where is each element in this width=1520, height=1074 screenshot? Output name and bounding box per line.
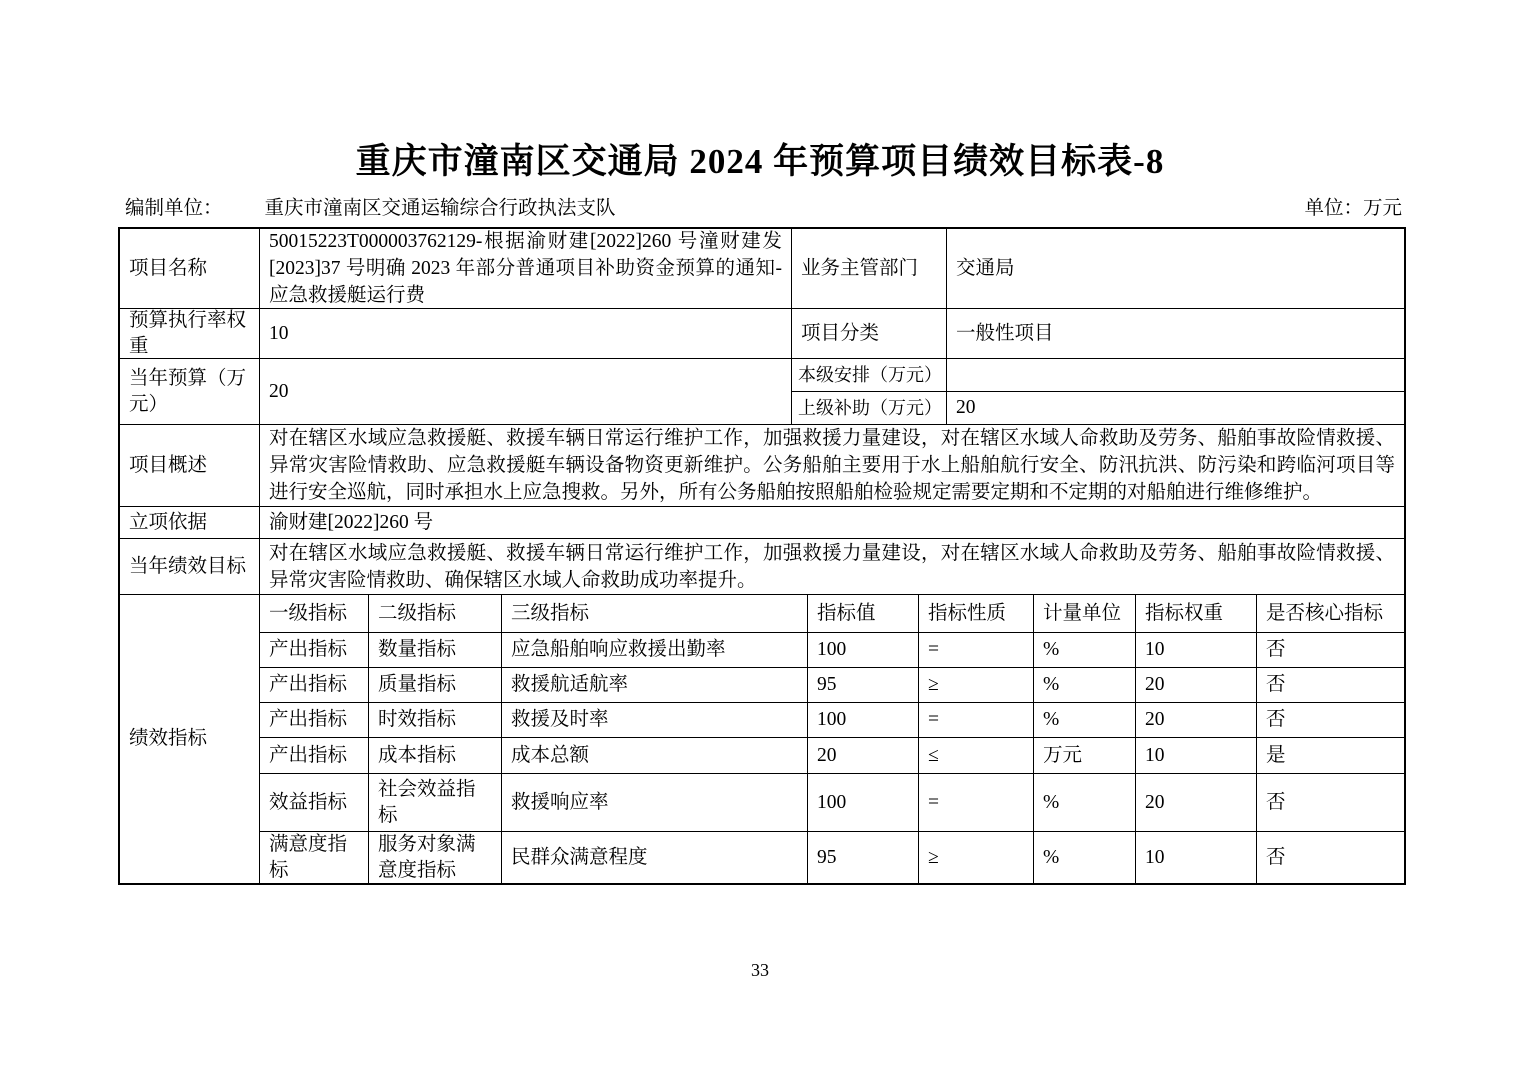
indicator-cell: 20	[1136, 774, 1257, 831]
performance-target-table	[118, 227, 1406, 885]
indicator-cell: 数量指标	[369, 633, 502, 667]
dept-label: 业务主管部门	[792, 229, 947, 308]
indicator-cell: 成本指标	[369, 738, 502, 773]
prepared-by-value: 重庆市潼南区交通运输综合行政执法支队	[264, 198, 616, 219]
indicator-cell: 救援航适航率	[502, 668, 808, 702]
basis-label: 立项依据	[120, 507, 260, 538]
indicator-cell: 救援及时率	[502, 703, 808, 737]
indicator-cell: 100	[808, 703, 919, 737]
indicator-cell: 产出指标	[260, 738, 369, 773]
indicator-cell: 社会效益指标	[369, 774, 502, 831]
indicator-cell: 100	[808, 633, 919, 667]
overview-label: 项目概述	[120, 425, 260, 506]
indicator-cell: %	[1034, 633, 1136, 667]
indicator-cell: 是	[1266, 744, 1286, 766]
indicator-cell: %	[1034, 774, 1136, 831]
indicator-cell: ≥	[919, 668, 1034, 702]
category-value: 一般性项目	[956, 322, 1054, 344]
indicator-row	[260, 832, 1404, 883]
indicator-row	[260, 668, 1404, 703]
dept-value: 交通局	[956, 257, 1015, 279]
exec-weight-label: 预算执行率权重	[120, 309, 260, 358]
indicator-cell: =	[919, 633, 1034, 667]
indicator-row	[260, 774, 1404, 832]
indicator-cell: 20	[1136, 668, 1257, 702]
project-name-value: 50015223T000003762129-根据渝财建[2022]260 号潼财建发[2023]37 号明确 2023 年部分普通项目补助资金预算的通知-应急救援艇运行费	[260, 229, 792, 308]
row-local-fund	[792, 359, 1404, 392]
indicators-section-label: 绩效指标	[120, 595, 260, 883]
indicator-header-cell: 指标权重	[1136, 595, 1257, 632]
indicator-cell: 10	[1136, 738, 1257, 773]
indicator-header-row	[260, 595, 1404, 633]
local-fund-value	[947, 359, 1404, 391]
indicator-cell: 效益指标	[260, 774, 369, 831]
indicator-header-cell: 指标性质	[919, 595, 1034, 632]
indicator-cell: 质量指标	[369, 668, 502, 702]
local-fund-label: 本级安排（万元）	[792, 359, 947, 391]
indicator-row	[260, 633, 1404, 668]
indicator-header-cell: 三级指标	[502, 595, 808, 632]
indicator-cell: %	[1034, 668, 1136, 702]
indicator-cell: 应急船舶响应救援出勤率	[502, 633, 808, 667]
indicator-header-cell: 二级指标	[369, 595, 502, 632]
indicator-cell: 否	[1266, 846, 1286, 868]
indicator-cell: 100	[808, 774, 919, 831]
indicator-cell: 救援响应率	[502, 774, 808, 831]
indicator-cell: 民群众满意程度	[502, 832, 808, 883]
overview-value: 对在辖区水域应急救援艇、救援车辆日常运行维护工作，加强救援力量建设，对在辖区水域人命救助及劳务、船舶事故险情救援、异常灾害险情救助、应急救援艇车辆设备物资更新维护。公务船舶主要用于水上船舶航行安全、防汛抗洪、防污染和跨临河项目等进行安全巡航，同时承担水上应急搜救。另外，所有公务船舶按照船舶检验规定需要定期和不定期的对船舶进行维修维护。	[269, 428, 1395, 503]
indicator-cell: %	[1034, 703, 1136, 737]
row-project-name	[120, 229, 1404, 309]
indicator-cell: 服务对象满意度指标	[369, 832, 502, 883]
indicator-cell: 20	[1136, 703, 1257, 737]
indicator-header-cell: 是否核心指标	[1266, 602, 1384, 624]
indicator-cell: 产出指标	[260, 668, 369, 702]
category-label: 项目分类	[792, 309, 947, 358]
indicator-cell: 时效指标	[369, 703, 502, 737]
indicator-cell: 产出指标	[260, 633, 369, 667]
page-title: 重庆市潼南区交通局 2024 年预算项目绩效目标表-8	[355, 142, 1165, 181]
indicator-cell: ≤	[919, 738, 1034, 773]
page-number: 33	[751, 960, 769, 980]
prepared-by-label: 编制单位：	[125, 198, 223, 219]
indicator-header-cell: 计量单位	[1034, 595, 1136, 632]
indicator-cell: 否	[1266, 709, 1286, 730]
meta-row	[125, 192, 1402, 220]
upper-fund-value: 20	[956, 397, 976, 418]
indicator-header-cell: 一级指标	[260, 595, 369, 632]
row-upper-fund	[792, 392, 1404, 424]
indicator-cell: 万元	[1034, 738, 1136, 773]
project-name-label: 项目名称	[120, 229, 260, 308]
indicator-cell: 95	[808, 832, 919, 883]
year-budget-value: 20	[260, 359, 792, 424]
basis-value: 渝财建[2022]260 号	[269, 511, 434, 533]
upper-fund-label: 上级补助（万元）	[792, 392, 947, 424]
indicator-cell: 否	[1266, 791, 1286, 813]
indicator-cell: ≥	[919, 832, 1034, 883]
indicator-cell: %	[1034, 832, 1136, 883]
indicator-cell: 95	[808, 668, 919, 702]
indicator-cell: 10	[1136, 633, 1257, 667]
indicator-cell: =	[919, 703, 1034, 737]
funding-substack	[792, 359, 1404, 424]
indicator-cell: 产出指标	[260, 703, 369, 737]
indicator-cell: 成本总额	[502, 738, 808, 773]
indicator-row	[260, 703, 1404, 738]
indicators-subtable	[260, 595, 1404, 883]
row-exec-weight	[120, 309, 1404, 359]
indicator-cell: =	[919, 774, 1034, 831]
row-indicators	[120, 595, 1404, 883]
indicator-cell: 否	[1266, 639, 1286, 660]
row-year-budget	[120, 359, 1404, 425]
unit-note: 单位：万元	[1304, 198, 1402, 219]
indicator-cell: 10	[1136, 832, 1257, 883]
indicator-cell: 否	[1266, 674, 1286, 695]
row-basis	[120, 507, 1404, 539]
indicator-cell: 20	[808, 738, 919, 773]
indicator-cell: 满意度指标	[260, 832, 369, 883]
indicator-header-cell: 指标值	[808, 595, 919, 632]
row-overview	[120, 425, 1404, 507]
indicator-row	[260, 738, 1404, 774]
exec-weight-value: 10	[260, 309, 792, 358]
year-budget-label: 当年预算（万元）	[120, 359, 260, 424]
annual-goal-value: 对在辖区水域应急救援艇、救援车辆日常运行维护工作，加强救援力量建设，对在辖区水域人命救助及劳务、船舶事故险情救援、异常灾害险情救助、确保辖区水域人命救助成功率提升。	[269, 542, 1395, 591]
annual-goal-label: 当年绩效目标	[120, 539, 260, 594]
row-annual-goal	[120, 539, 1404, 595]
